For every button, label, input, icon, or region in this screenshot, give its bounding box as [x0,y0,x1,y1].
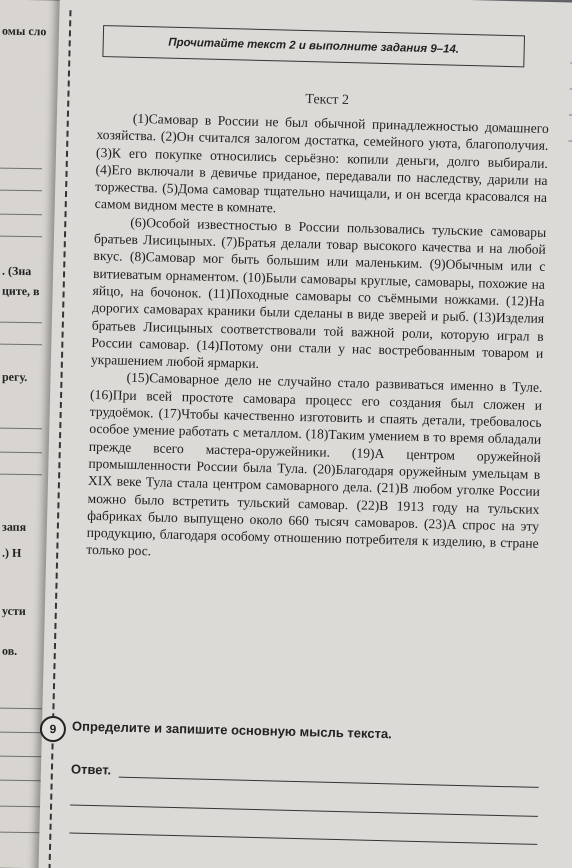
text-title: Текст 2 [305,92,350,109]
ruled-line [0,805,42,807]
paragraph: (6)Особой известностью в России пользовались тульские самовары братьев Лисицыных. (7)Братья делали товар высокого качества и на любой вкус. (8)Самовар мог быть большим или маленьким. (9)Обычным или с витиеватым орнаментом. (10)Были самовары круглые, самовары, похожие на яйцо, на бочонок. (11)Походные самовары со съёмными ножками. (12)На дорогих самоварах краники были сделаны в виде зверей и рыб. (13)Изделия братьев Лисицыных соответствовали той важной роли, которую играл в России самовар. (14)Потому они стали у нас востребованным товаром и украшением любой ярмарки. [90,214,547,372]
instruction-text: Прочитайте текст 2 и выполните задания 9–14. [168,36,460,56]
answer-line[interactable] [69,832,537,844]
task-number-badge: 9 [40,716,67,743]
left-page-fragment: . (Зна [2,263,32,279]
answer-label: Ответ. [70,761,112,778]
ruled-line [0,167,42,169]
ruled-line [0,779,42,781]
ruled-line [0,213,42,215]
task-question: Определите и запишите основную мысль текста. [71,718,392,742]
ruled-line [0,427,42,429]
left-page-fragment: регу. [2,369,28,385]
exam-page [38,0,572,868]
ruled-line [0,343,42,345]
ruled-line [568,140,572,142]
ruled-line [0,235,42,237]
task-9 [42,716,542,754]
ruled-line [0,755,42,757]
ruled-line [0,831,42,833]
text-body [86,109,549,570]
ruled-line [0,321,42,323]
ruled-line [0,707,42,709]
left-page-fragment: усти [2,603,26,619]
answer-line[interactable] [119,777,539,788]
left-page-fragment: .) Н [2,545,22,560]
paragraph: (1)Самовар в России не был обычной принадлежностью домашнего хозяйства. (2)Он считался залогом достатка, семейного уюта, благополучия. (3)К его покупке относились серьёзно: копили деньги, долго выбирали. (4)Его включали в девичье приданое, передавали по наследству, дарили на торжества. (5)Дома самовар тщательно начищали, и он всегда красовался на самом видном месте в комнате. [94,110,549,216]
right-edge-lines [548,2,572,868]
paragraph: (15)Самоварное дело не случайно стало развиваться именно в Туле. (16)При всей простоте самовара процесс его создания был сложен и трудоёмок. (17)Чтобы качественно изготовить и спаять детали, требовалось особое умение работать с металлом. (18)Таким умением в то время обладали прежде всего мастера-оружейники. (19)А центром оружейной промышленности России была Тула. (20)Благодаря оружейным умельцам в XIX веке Тула стала центром самоварного дела. (21)В любом уголке России можно было встретить тульский самовар. (22)В 1913 году на тульских фабриках было выпущено около 660 тысяч самоваров. (23)А спрос на эту продукцию, благодаря особому отношению потребителя к изделию, в стране только рос. [86,370,543,559]
answer-area [71,761,541,790]
left-page-fragment: ците, в [2,283,40,299]
instruction-box [102,25,525,67]
left-page-fragment: запя [2,519,27,535]
ruled-line [0,473,42,475]
left-page-fragment: омы сло [2,23,47,39]
ruled-line [0,451,42,453]
left-page-fragment: ов. [2,643,18,658]
answer-line[interactable] [70,804,538,816]
ruled-line [0,189,42,191]
ruled-line [0,731,42,733]
